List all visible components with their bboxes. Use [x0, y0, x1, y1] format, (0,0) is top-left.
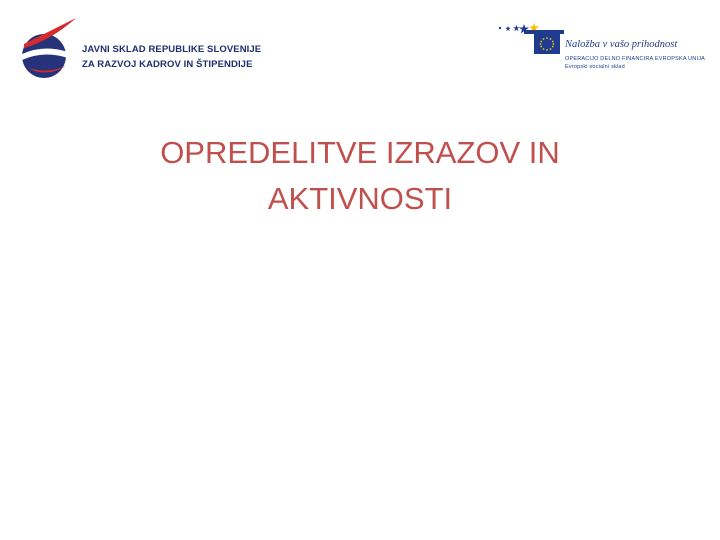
jsrs-swoosh-logo-icon — [18, 14, 78, 86]
eu-subline-2: Evropski socialni sklad — [565, 64, 625, 70]
slide-title-line2: AKTIVNOSTI — [267, 181, 453, 216]
eu-flag-icon — [534, 34, 560, 54]
eu-slogan: Naložba v vašo prihodnost — [565, 39, 678, 50]
fund-name-line2: ZA RAZVOJ KADROV IN ŠTIPENDIJE — [82, 59, 253, 70]
eu-logo — [494, 20, 704, 76]
eu-subline-1: OPERACIJO DELNO FINANCIRA EVROPSKA UNIJA — [565, 56, 706, 62]
slide-title-line1: OPREDELITVE IZRAZOV IN — [160, 135, 560, 170]
fund-name-line1: JAVNI SKLAD REPUBLIKE SLOVENIJE — [82, 44, 262, 55]
fund-logo — [18, 14, 262, 86]
slide-title — [100, 130, 620, 222]
fund-name — [82, 42, 261, 72]
